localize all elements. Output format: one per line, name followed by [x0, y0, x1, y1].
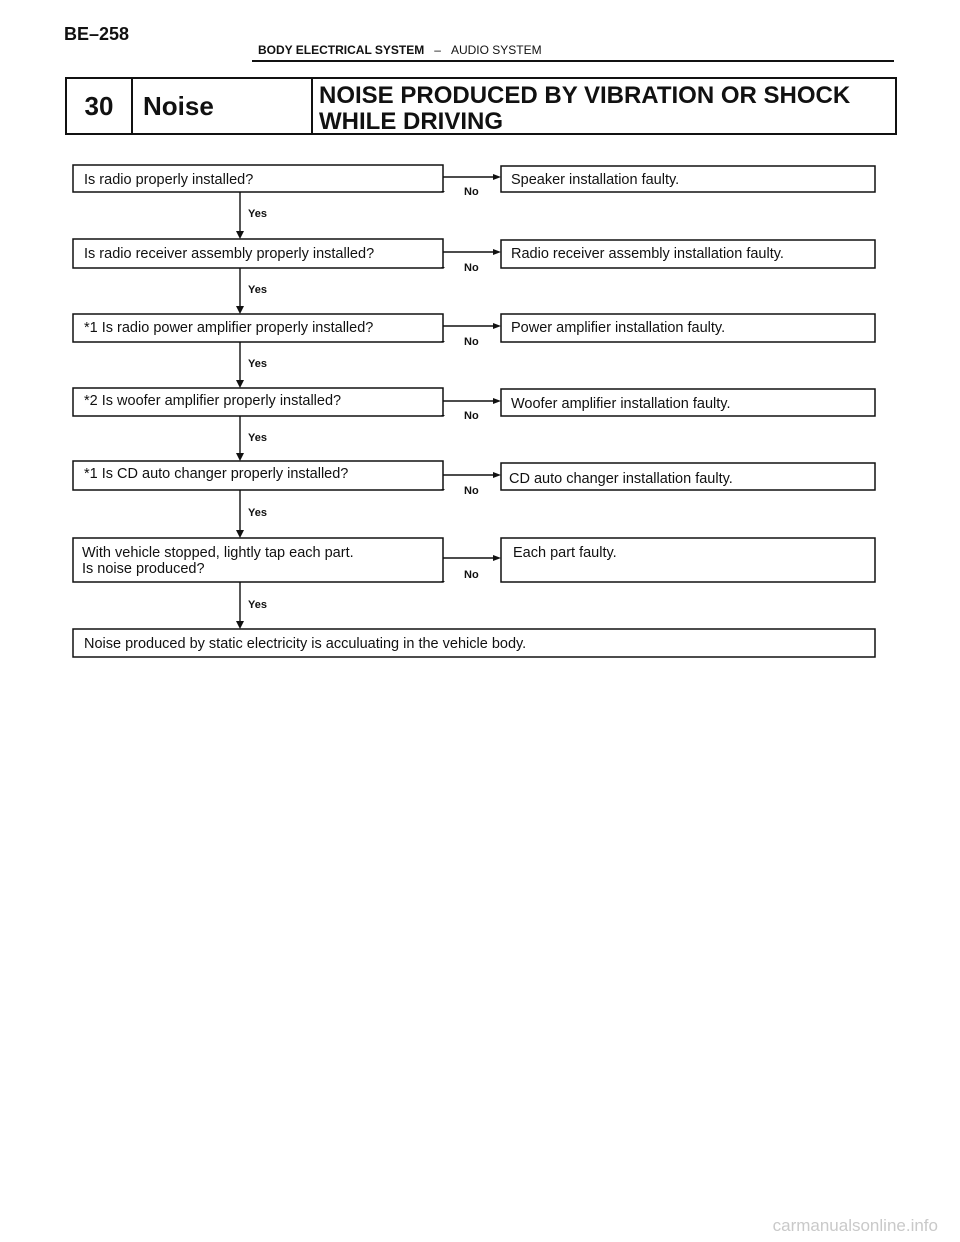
yes-arrowhead-1 [236, 231, 244, 239]
yes-arrowhead-4 [236, 453, 244, 461]
yes-arrowhead-3 [236, 380, 244, 388]
result-6: Each part faulty. [513, 545, 617, 561]
result-3: Power amplifier installation faulty. [511, 320, 726, 336]
question-4: *2 Is woofer amplifier properly installed? [84, 393, 342, 409]
no-label-4: No [464, 410, 479, 422]
no-label-1: No [464, 186, 479, 198]
no-label-3: No [464, 336, 479, 348]
question-5: *1 Is CD auto changer properly installed? [84, 466, 349, 482]
result-5: CD auto changer installation faulty. [509, 471, 733, 487]
yes-label-6: Yes [248, 599, 267, 611]
result-2: Radio receiver assembly installation faulty. [511, 246, 784, 262]
yes-label-3: Yes [248, 358, 267, 370]
section-title: BODY ELECTRICAL SYSTEM [258, 43, 425, 57]
yes-label-5: Yes [248, 507, 267, 519]
yes-label-1: Yes [248, 208, 267, 220]
no-arrowhead-5 [493, 472, 501, 478]
question-2: Is radio receiver assembly properly installed? [84, 246, 375, 262]
yes-label-2: Yes [248, 284, 267, 296]
problem-title: NOISE PRODUCED BY VIBRATION OR SHOCK WHILE DRIVING [319, 82, 851, 135]
question-3: *1 Is radio power amplifier properly installed? [84, 320, 374, 336]
problem-category: Noise [131, 79, 313, 133]
no-arrowhead-3 [493, 323, 501, 329]
no-arrowhead-6 [493, 555, 501, 561]
separator: – [434, 43, 441, 57]
page-number: BE–258 [64, 24, 130, 44]
no-label-6: No [464, 569, 479, 581]
result-4: Woofer amplifier installation faulty. [511, 396, 731, 412]
no-arrowhead-4 [493, 398, 501, 404]
subsection-title: AUDIO SYSTEM [450, 43, 542, 57]
no-arrowhead-1 [493, 174, 501, 180]
problem-number: 30 [67, 79, 133, 133]
yes-arrowhead-5 [236, 530, 244, 538]
yes-arrowhead-6 [236, 621, 244, 629]
yes-label-4: Yes [248, 432, 267, 444]
watermark-text: carmanualsonline.info [772, 1216, 938, 1235]
final-result: Noise produced by static electricity is acculuating in the vehicle body. [84, 636, 527, 652]
question-6: With vehicle stopped, lightly tap each part. Is noise produced? [82, 545, 354, 577]
no-label-2: No [464, 262, 479, 274]
result-1: Speaker installation faulty. [511, 172, 680, 188]
no-arrowhead-2 [493, 249, 501, 255]
no-label-5: No [464, 485, 479, 497]
question-1: Is radio properly installed? [84, 172, 254, 188]
yes-arrowhead-2 [236, 306, 244, 314]
